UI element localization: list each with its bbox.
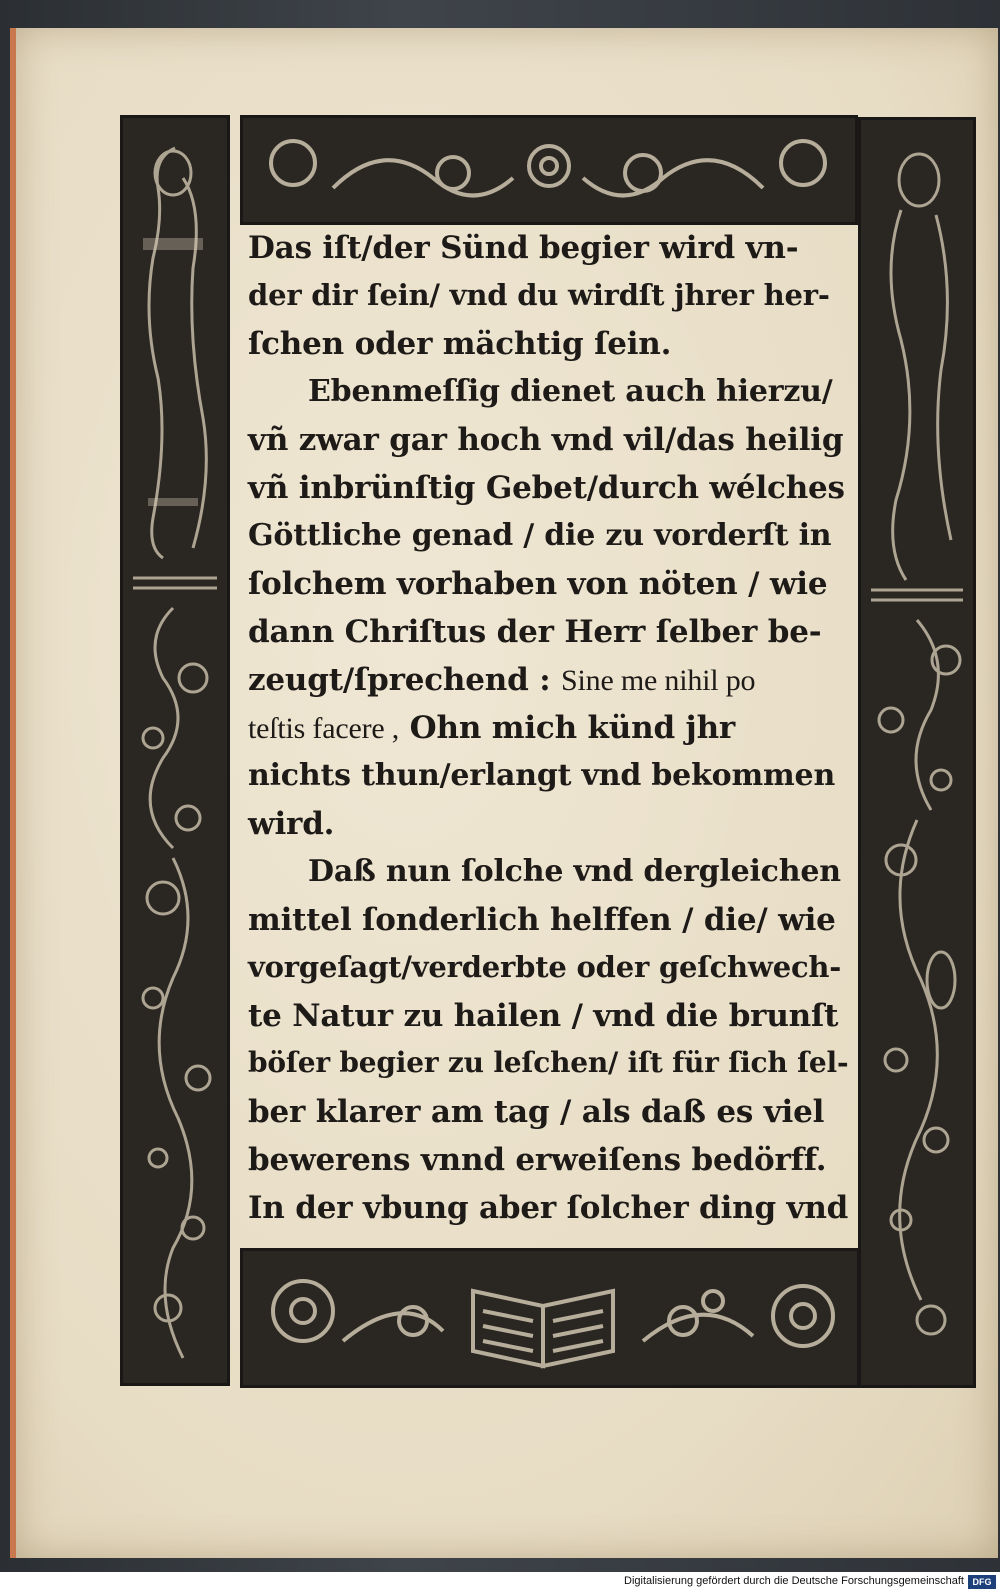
text-line: ber klarer am tag / als daß es viel [248,1094,825,1130]
text-line [248,710,848,746]
text-span: zeugt/ſprechend : [248,662,551,698]
left-woodcut-border [120,115,230,1386]
woodcut-ornament-top [243,118,855,222]
bottom-woodcut-border [240,1248,860,1388]
text-line: Ebenmeſſig dienet auch hierzu/ [308,374,833,409]
text-line: vñ inbrünſtig Gebet/durch wélches [248,470,845,506]
text-span: Ohn mich künd jhr [409,710,736,746]
digitization-credit-text: Digitalisierung gefördert durch die Deutsche Forschungsgemeinschaft [624,1575,964,1587]
woodcut-ornament-bottom [243,1251,857,1385]
latin-quote: Sine me nihil po [561,664,756,697]
text-line: ſolchem vorhaben von nöten / wie [248,566,828,602]
dfg-logo: DFG [968,1575,996,1589]
woodcut-figure-column [123,118,227,1383]
digitization-credit-bar [0,1572,1000,1593]
text-line: vorgeſagt/verderbte oder geſchwech- [248,950,842,984]
top-woodcut-border [240,115,858,225]
text-line: böſer begier zu leſchen/ iſt für ſich ſel- [248,1046,849,1079]
woodcut-figure-column [861,120,973,1385]
text-line: Göttliche genad / die zu vorderſt in [248,518,832,553]
text-line: der dir ſein/ vnd du wirdſt jhrer her- [248,278,830,312]
text-line: te Natur zu hailen / vnd die brunſt [248,998,839,1034]
text-line: nichts thun/erlangt vnd bekommen [248,758,836,793]
text-line: mittel ſonderlich helffen / die/ wie [248,902,836,938]
text-line: Daß nun ſolche vnd dergleichen [308,854,841,889]
text-line: vñ zwar gar hoch vnd vil/das heilig [248,422,844,458]
right-woodcut-border [858,117,976,1388]
text-line: Das iſt/der Sünd begier wird vn- [248,230,799,266]
fraktur-text-block [248,230,848,1245]
text-line: dann Chriſtus der Herr ſelber be- [248,614,822,650]
text-line [248,662,848,698]
text-line: bewerens vnnd erweiſens bedörff. [248,1142,827,1178]
text-line: wird. [248,806,335,842]
text-line: In der vbung aber ſolcher ding vnd [248,1190,849,1226]
text-line: ſchen oder mächtig ſein. [248,326,672,362]
latin-quote: teſtis facere , [248,712,400,745]
